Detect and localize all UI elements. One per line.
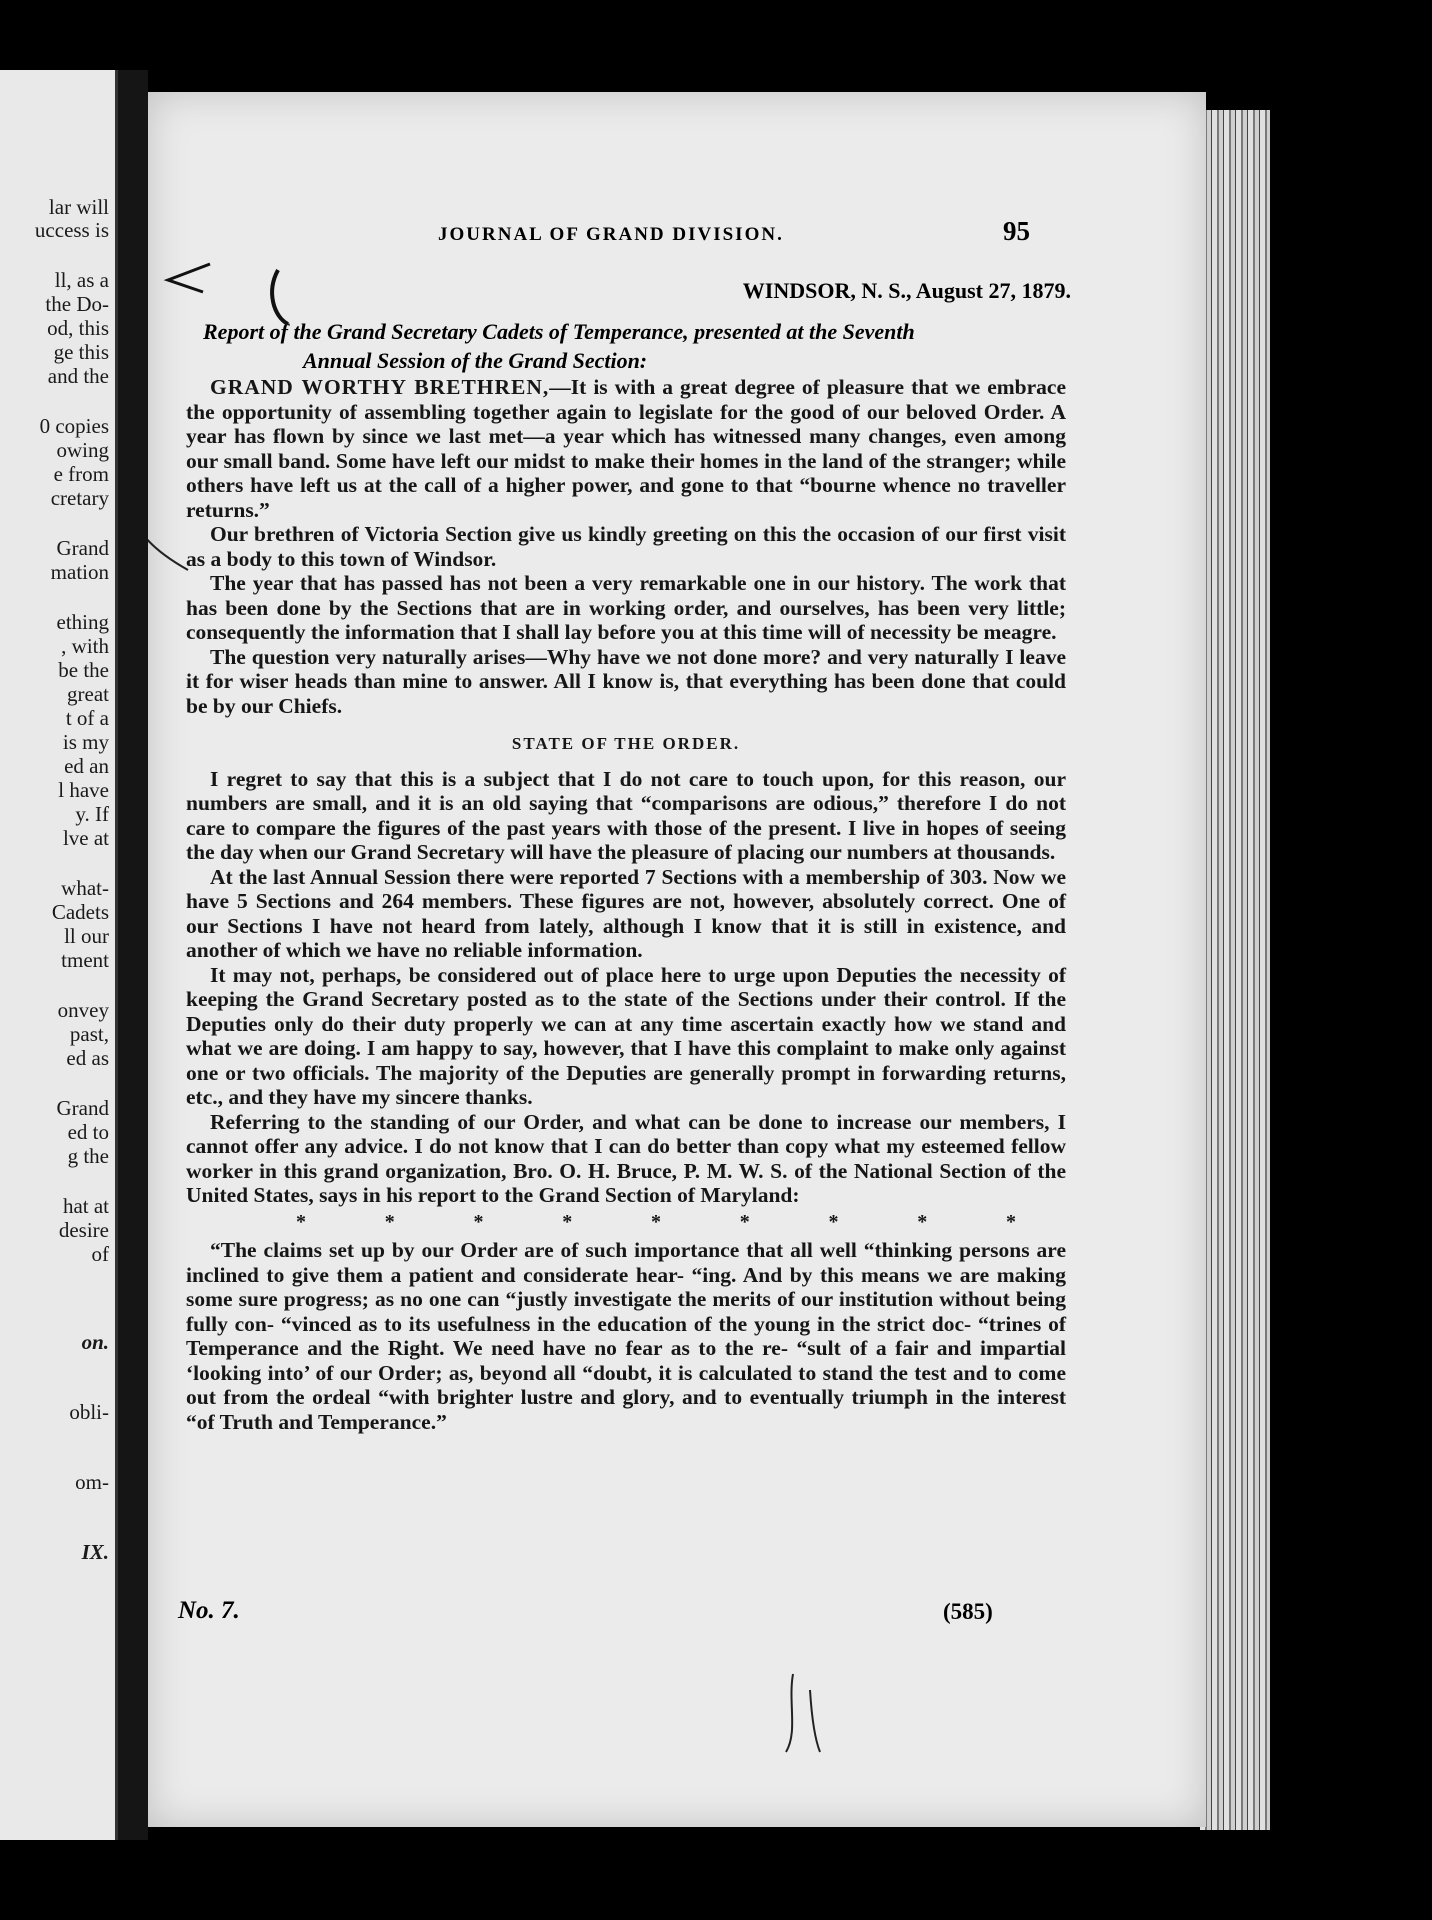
section-break-stars: * * * * * * * * * bbox=[296, 1210, 1016, 1233]
left-page-text-fragment: 0 copies bbox=[39, 414, 109, 438]
left-page-text-fragment: on. bbox=[81, 1330, 109, 1354]
running-head: JOURNAL OF GRAND DIVISION. bbox=[438, 224, 784, 245]
left-page-text-fragment: g the bbox=[67, 1144, 109, 1168]
journal-page bbox=[148, 92, 1206, 1827]
issue-number: No. 7. bbox=[178, 1597, 240, 1624]
left-page-text-fragment: lve at bbox=[62, 826, 109, 850]
left-page-text-fragment: hat at bbox=[62, 1194, 109, 1218]
left-page-text-fragment: l have bbox=[58, 778, 109, 802]
left-page-text-fragment: of bbox=[91, 1242, 109, 1266]
salutation: GRAND WORTHY BRETHREN, bbox=[210, 375, 550, 399]
left-page-text-fragment: ed as bbox=[66, 1046, 109, 1070]
left-page-text-fragment: ed an bbox=[64, 754, 109, 778]
left-page-text-fragment: od, this bbox=[47, 316, 109, 340]
left-page-text-fragment: lar will bbox=[48, 195, 109, 219]
left-page-text-fragment: y. If bbox=[75, 802, 109, 826]
pen-arrow-mark bbox=[168, 264, 210, 292]
left-page-text-fragment: ething bbox=[56, 610, 109, 634]
left-page-text-fragment: Cadets bbox=[51, 900, 109, 924]
paragraph: The year that has passed has not been a very remarkable one in our history. The work that has been done by the Sections that are in working order, and ourselves, has been very little; consequently the information that I shall lay before you at this time will of necessity be meagre. bbox=[186, 571, 1066, 644]
title-line-1: Report of the Grand Secretary Cadets of Temperance, presented at the Seventh bbox=[203, 319, 915, 344]
dateline: WINDSOR, N. S., August 27, 1879. bbox=[742, 278, 1071, 303]
left-page-fragment bbox=[0, 70, 118, 1840]
left-page-text-fragment: desire bbox=[58, 1218, 109, 1242]
left-page-text-fragment: and the bbox=[47, 364, 109, 388]
left-page-text-fragment: ll our bbox=[64, 924, 109, 948]
left-page-text-fragment: om- bbox=[75, 1470, 109, 1494]
paragraph: It may not, perhaps, be considered out of place here to urge upon Deputies the necessity of keeping the Grand Secretary posted as to the state of the Sections under their control. If the Deputies only do their duty properly we can at any time ascertain exactly how we stand and what we are doing. I am happy to say, however, that I have this complaint to make only against one or two officials. The majority of the Deputies are generally prompt in forwarding returns, etc., and they have my sincere thanks. bbox=[186, 962, 1066, 1109]
left-page-text-fragment: be the bbox=[58, 658, 109, 682]
left-page-text-fragment: ll, as a bbox=[54, 268, 109, 292]
paragraph: Our brethren of Victoria Section give us kindly greeting on this the occasion of our first visit as a body to this town of Windsor. bbox=[186, 522, 1066, 571]
left-page-text-fragment: the Do- bbox=[45, 292, 109, 316]
left-page-text-fragment: Grand bbox=[56, 536, 109, 560]
signature-number: (585) bbox=[943, 1599, 993, 1624]
left-page-text-fragment: IX. bbox=[81, 1540, 109, 1564]
left-page-text-fragment: owing bbox=[56, 438, 109, 462]
left-page-text-fragment: , with bbox=[61, 634, 109, 658]
handwritten-marks bbox=[148, 92, 1206, 1827]
left-page-text-fragment: uccess is bbox=[34, 218, 109, 242]
page-number: 95 bbox=[1003, 216, 1030, 246]
left-page-text-fragment: tment bbox=[61, 948, 109, 972]
left-page-text-fragment: is my bbox=[62, 730, 109, 754]
left-page-text-fragment: ed to bbox=[67, 1120, 109, 1144]
left-page-text-fragment: ge this bbox=[53, 340, 109, 364]
book-gutter bbox=[118, 70, 148, 1840]
left-page-text-fragment: mation bbox=[50, 560, 109, 584]
pen-bracket-mark bbox=[272, 270, 288, 324]
pen-scribble-mark bbox=[786, 1674, 820, 1752]
pen-curve-mark bbox=[148, 468, 188, 570]
paragraph: At the last Annual Session there were reported 7 Sections with a membership of 303. Now we have 5 Sections and 264 members. These figures are not, however, absolutely correct. One of our Sections I have not heard from lately, although I know that it is still in existence, and another of which we have no reliable information. bbox=[186, 864, 1066, 962]
left-page-text-fragment: obli- bbox=[69, 1400, 109, 1424]
paragraph: The question very naturally arises—Why have we not done more? and very naturally I leave it for wiser heads than mine to answer. All I know is, that everything has been done that could be by our Chiefs. bbox=[186, 644, 1066, 718]
page-edges bbox=[1200, 110, 1270, 1830]
section-heading: STATE OF THE ORDER. bbox=[511, 734, 741, 753]
paragraph-text: —It is with a great degree of pleasure that we embrace the opportunity of assembling together again to legislate for the good of our beloved Order. A year has flown by since we last met—a year which has witnessed many changes, even among our small band. Some have left our midst to make their homes in the land of the stranger; while others have left us at the call of a higher power, and gone to that “bourne whence no traveller returns.” bbox=[186, 375, 1066, 522]
paragraph: Referring to the standing of our Order, and what can be done to increase our members, I cannot offer any advice. I do not know that I can do better than copy what my esteemed fellow worker in this grand organization, Bro. O. H. Bruce, P. M. W. S. of the National Section of the United States, says in his report to the Grand Section of Maryland: bbox=[186, 1109, 1066, 1207]
paragraph: I regret to say that this is a subject that I do not care to touch upon, for this reason, our numbers are small, and it is an old saying that “comparisons are odious,” therefore I do not care to compare the figures of the past years with those of the present. I live in hopes of seeing the day when our Grand Secretary will have the pleasure of placing our numbers at thousands. bbox=[186, 766, 1066, 864]
left-page-text-fragment: t of a bbox=[65, 706, 109, 730]
left-page-text-fragment: past, bbox=[69, 1022, 109, 1046]
left-page-text-fragment: e from bbox=[53, 462, 109, 486]
title-line-2: Annual Session of the Grand Section: bbox=[303, 348, 648, 373]
quotation-text: “The claims set up by our Order are of such importance that all well “thinking persons are inclined to give them a patient and considerate hear- “ing. And by this means we are making some sure progress; as no one can “justly investigate the merits of our institution without being fully con- “vinced as to its usefulness in the education of the young in the strict doc- “trines of Temperance and the Right. We need have no fear as to the re- “sult of a fair and impartial ‘looking into’ of our Order; as, beyond all “doubt, it is calculated to stand the test and to come out from the ordeal “with brighter lustre and glory, and to eventually triumph in the interest “of Truth and Temperance.” bbox=[186, 1238, 1066, 1434]
left-page-text-fragment: great bbox=[67, 682, 109, 706]
left-page-text-fragment: cretary bbox=[50, 486, 109, 510]
left-page-text-fragment: Grand bbox=[56, 1096, 109, 1120]
left-page-text-fragment: onvey bbox=[57, 998, 109, 1022]
left-page-text-fragment: what- bbox=[61, 876, 109, 900]
